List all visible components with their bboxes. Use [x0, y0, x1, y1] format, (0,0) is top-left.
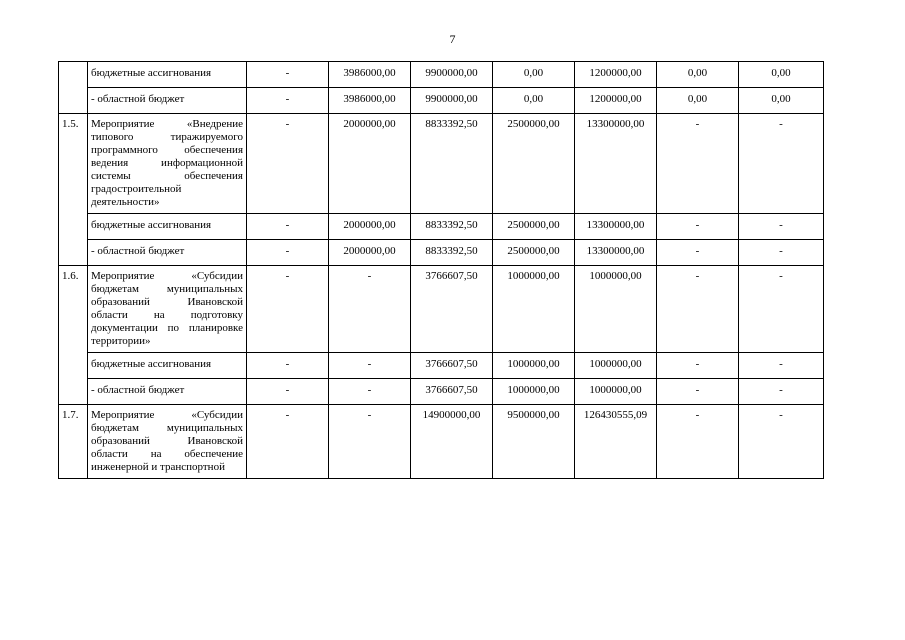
row-name: бюджетные ассигнования: [88, 353, 247, 379]
table-row: [59, 379, 824, 405]
row-name: - областной бюджет: [88, 240, 247, 266]
cell-value: 13300000,00: [575, 214, 657, 240]
cell-value: 1000000,00: [575, 353, 657, 379]
cell-value: 8833392,50: [411, 214, 493, 240]
cell-value: 2500000,00: [493, 240, 575, 266]
cell-value: -: [247, 405, 329, 479]
cell-value: -: [739, 214, 824, 240]
table-body: [59, 62, 824, 479]
cell-value: 8833392,50: [411, 240, 493, 266]
cell-value: -: [247, 214, 329, 240]
cell-value: -: [739, 240, 824, 266]
cell-value: 1000000,00: [493, 379, 575, 405]
row-number: 1.5.: [59, 114, 88, 266]
cell-value: 9900000,00: [411, 62, 493, 88]
row-name: Мероприятие «Внедрение типового тиражируемого программного обеспечения ведения информационной системы обеспечения градостроительной деятельности»: [88, 114, 247, 214]
cell-value: 13300000,00: [575, 240, 657, 266]
table-row: [59, 266, 824, 353]
budget-table: [58, 61, 824, 479]
cell-value: -: [657, 405, 739, 479]
cell-value: 2000000,00: [329, 114, 411, 214]
cell-value: 9900000,00: [411, 88, 493, 114]
cell-value: 126430555,09: [575, 405, 657, 479]
cell-value: -: [657, 114, 739, 214]
cell-value: 3766607,50: [411, 353, 493, 379]
cell-value: 2500000,00: [493, 114, 575, 214]
row-name: - областной бюджет: [88, 379, 247, 405]
cell-value: -: [247, 240, 329, 266]
table-row: [59, 62, 824, 88]
cell-value: 3766607,50: [411, 266, 493, 353]
cell-value: -: [739, 353, 824, 379]
cell-value: -: [329, 266, 411, 353]
cell-value: -: [739, 379, 824, 405]
cell-value: -: [247, 266, 329, 353]
cell-value: 1200000,00: [575, 62, 657, 88]
row-name: Мероприятие «Субсидии бюджетам муниципальных образований Ивановской области на подготовку документации по планировке территории»: [88, 266, 247, 353]
table-row: [59, 353, 824, 379]
cell-value: -: [657, 266, 739, 353]
row-name: бюджетные ассигнования: [88, 214, 247, 240]
cell-value: 2000000,00: [329, 240, 411, 266]
cell-value: -: [739, 405, 824, 479]
row-number: [59, 62, 88, 114]
cell-value: -: [247, 88, 329, 114]
cell-value: -: [329, 405, 411, 479]
cell-value: 1000000,00: [575, 379, 657, 405]
cell-value: 2000000,00: [329, 214, 411, 240]
cell-value: -: [657, 240, 739, 266]
cell-value: -: [329, 353, 411, 379]
cell-value: 8833392,50: [411, 114, 493, 214]
cell-value: -: [329, 379, 411, 405]
row-name: Мероприятие «Субсидии бюджетам муниципальных образований Ивановской области на обеспечение инженерной и транспортной: [88, 405, 247, 479]
cell-value: 0,00: [493, 62, 575, 88]
cell-value: -: [247, 379, 329, 405]
cell-value: -: [657, 214, 739, 240]
table-row: [59, 114, 824, 214]
table-row: [59, 405, 824, 479]
table-row: [59, 88, 824, 114]
row-number: 1.6.: [59, 266, 88, 405]
cell-value: 3986000,00: [329, 62, 411, 88]
cell-value: -: [247, 62, 329, 88]
cell-value: 1000000,00: [493, 353, 575, 379]
cell-value: 0,00: [493, 88, 575, 114]
cell-value: 1200000,00: [575, 88, 657, 114]
cell-value: 0,00: [739, 88, 824, 114]
cell-value: 3986000,00: [329, 88, 411, 114]
page-number: 7: [449, 32, 456, 46]
cell-value: -: [739, 266, 824, 353]
cell-value: 1000000,00: [575, 266, 657, 353]
cell-value: -: [657, 379, 739, 405]
row-name: - областной бюджет: [88, 88, 247, 114]
cell-value: -: [247, 114, 329, 214]
row-name: бюджетные ассигнования: [88, 62, 247, 88]
cell-value: -: [247, 353, 329, 379]
cell-value: 0,00: [657, 62, 739, 88]
cell-value: -: [657, 353, 739, 379]
table-row: [59, 214, 824, 240]
cell-value: 2500000,00: [493, 214, 575, 240]
cell-value: 1000000,00: [493, 266, 575, 353]
cell-value: 14900000,00: [411, 405, 493, 479]
cell-value: 0,00: [657, 88, 739, 114]
cell-value: 3766607,50: [411, 379, 493, 405]
row-number: 1.7.: [59, 405, 88, 479]
table-row: [59, 240, 824, 266]
cell-value: 13300000,00: [575, 114, 657, 214]
cell-value: 9500000,00: [493, 405, 575, 479]
cell-value: 0,00: [739, 62, 824, 88]
cell-value: -: [739, 114, 824, 214]
